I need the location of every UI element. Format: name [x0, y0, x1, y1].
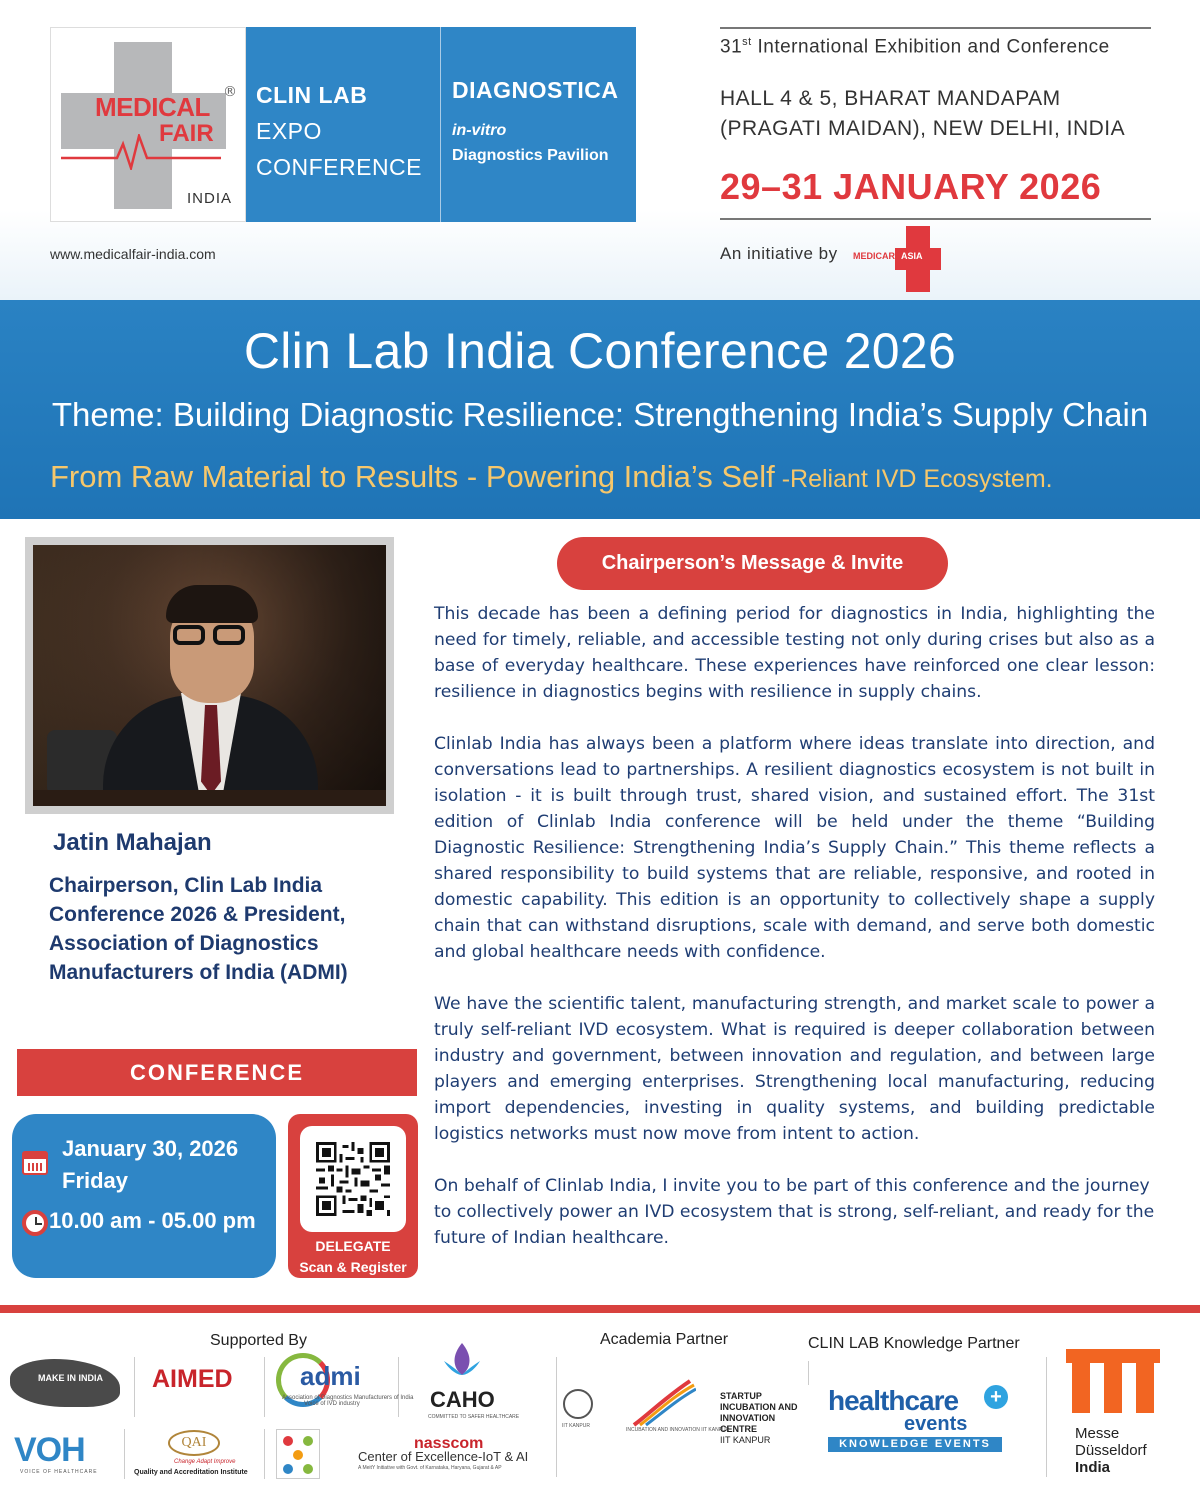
diagnostica-pavilion: Diagnostics Pavilion [452, 147, 609, 164]
asia-word: ASIA [901, 251, 923, 261]
calendar-icon [22, 1151, 48, 1175]
conference-tagline [50, 459, 1053, 495]
siic-swoosh-icon [630, 1379, 696, 1427]
conference-day: Friday [62, 1168, 129, 1193]
photo-glasses [173, 625, 251, 645]
edition-description: International Exhibition and Conference [757, 36, 1110, 58]
academia-partner-label: Academia Partner [600, 1331, 729, 1348]
delegate-register-qr[interactable] [288, 1114, 418, 1278]
siic-line: STARTUP [720, 1391, 762, 1401]
caho-logo: CAHO [430, 1387, 495, 1412]
iit-kanpur-seal-icon [563, 1389, 593, 1419]
tagline-main: From Raw Material to Results - Powering India’s Self [50, 459, 775, 494]
nasscom-subtitle: A MeitY Initiative with Govt. of Karnataka, Haryana, Gujarat & AP [358, 1465, 502, 1471]
siic-line: INNOVATION [720, 1413, 776, 1423]
speaker-role: Chairperson, Clin Lab India Conference 2026 & President, Association of Diagnostics Manufacturers of India (ADMI) [49, 874, 348, 984]
logo-divider [134, 1357, 135, 1417]
message-paragraph: We have the scientific talent, manufacturing strength, and market scale to power a truly self-reliant IVD ecosystem. What is required is deeper collaboration between industry and government, between innovation and regulation, and between large players and emerging enterprises. Strengthening local manufacturing, reducing import dependencies, investing in quality systems, and building predictable logistics networks must now move from intent to action. [434, 994, 1155, 1144]
supported-by-label: Supported By [210, 1332, 307, 1349]
clinlab-line3: CONFERENCE [256, 154, 423, 180]
siic-line: INCUBATION AND [720, 1402, 798, 1412]
knowledge-events-bar: KNOWLEDGE EVENTS [828, 1437, 1002, 1452]
nasscom-logo: nasscom [414, 1435, 484, 1452]
qai-logo: QAI [168, 1430, 220, 1456]
knowledge-partner-label: CLIN LAB Knowledge Partner [808, 1335, 1020, 1352]
qr-code-icon[interactable] [316, 1142, 390, 1216]
logo-divider [808, 1361, 809, 1385]
chairperson-message [434, 601, 1155, 1277]
logo-divider [124, 1429, 125, 1479]
caho-subtitle: COMMITTED TO SAFER HEALTHCARE [428, 1414, 520, 1420]
logo-divider [398, 1357, 399, 1417]
edition-number: 31 [720, 36, 743, 58]
voh-subtitle: VOICE OF HEALTHCARE [20, 1469, 98, 1475]
header-rule-top [720, 27, 1151, 29]
make-in-india-lion-icon [10, 1359, 120, 1407]
header-rule-bottom [720, 218, 1151, 220]
website-link[interactable]: www.medicalfair-india.com [50, 246, 216, 262]
healthcare-events-subword: events [904, 1413, 968, 1435]
photo-hair [166, 585, 258, 623]
diagnostica-invitro: in-vitro [452, 122, 507, 139]
messe-word: Messe [1075, 1425, 1120, 1442]
qr-caption [288, 1236, 418, 1278]
speaker-photo-image [33, 545, 386, 806]
clinlab-line1: CLIN LAB [256, 82, 368, 108]
nasscom-coe-text: Center of Excellence-IoT & AI [358, 1449, 529, 1464]
medicare-word: MEDICARE [853, 251, 902, 261]
messe-duesseldorf-india-logo [1075, 1425, 1147, 1476]
diagnostica-title [452, 77, 619, 168]
speaker-photo [25, 537, 394, 814]
message-paragraph: Clinlab India has always been a platform where ideas translate into direction, and conversations lead to partnerships. A resilient diagnostics ecosystem is not built in isolation - it is built through trust, shared vision, and sustained effort. The 31st edition of Clinlab India conference will be held under the theme “Building Diagnostic Resilience: Strengthening India’s Supply Chain.” This theme reflects a shared responsibility to build systems that are reliable, responsive, and rooted in domestic capability. This edition is an opportunity to collectively shape a supply chain that can withstand disruptions, scale with demand, and serve both domestic and global healthcare needs with confidence. [434, 734, 1155, 962]
aimed-logo: AIMED [152, 1365, 233, 1393]
clinlab-line2: EXPO [256, 118, 322, 144]
conference-theme: Theme: Building Diagnostic Resilience: Strengthening India’s Supply Chain [51, 396, 1149, 433]
clock-icon [22, 1210, 48, 1236]
message-heading: Chairperson’s Message & Invite [557, 537, 948, 590]
qr-scan-label: Scan & Register [299, 1259, 407, 1275]
messe-duesseldorf-m-icon [1066, 1349, 1160, 1413]
logo-divider [264, 1429, 265, 1479]
voh-logo: VOH [14, 1431, 85, 1469]
panel-divider [440, 27, 441, 222]
admi-subtitle [282, 1395, 413, 1407]
logo-divider [264, 1357, 265, 1417]
message-paragraph: This decade has been a defining period for diagnostics in India, highlighting the need for timely, reliable, and accessible testing not only during crises but also as a base of everyday healthcare. These experiences have reinforced one clear lesson: resilience in diagnostics begins with resilience in supply chains. [434, 604, 1155, 702]
conference-banner [0, 300, 1200, 519]
medicare-asia-text [853, 251, 923, 261]
medical-fair-india-logo [50, 27, 246, 222]
admi-subtitle-line2: Voice of IVD industry [304, 1401, 360, 1407]
message-paragraph: On behalf of Clinlab India, I invite you to be part of this conference and the journey to collectively power an IVD ecosystem that is strong, self-reliant, and ready for the future of Indian healthcare. [434, 1176, 1155, 1248]
admi-subtitle-line1: Association of Diagnostics Manufacturers of India [282, 1395, 414, 1401]
iit-kanpur-label: IIT KANPUR [562, 1423, 590, 1429]
event-header [0, 0, 1200, 300]
logo-fair-text: FAIR [159, 120, 214, 147]
siic-subtitle: INCUBATION AND INNOVATION IIT KANPUR [626, 1427, 730, 1433]
logo-medical-text: MEDICAL [95, 92, 210, 122]
make-in-india-logo: MAKE IN INDIA [38, 1373, 103, 1383]
partners-footer [0, 1313, 1200, 1500]
tagline-small: -Reliant IVD Ecosystem. [774, 465, 1053, 493]
admi-logo: admi [300, 1361, 361, 1391]
ecg-line-icon [61, 134, 221, 170]
qr-code-frame [300, 1126, 406, 1232]
india-word: India [1075, 1459, 1111, 1476]
logo-divider [556, 1357, 557, 1477]
medicare-asia-logo [853, 226, 948, 292]
venue-text [720, 84, 1125, 144]
speaker-name: Jatin Mahajan [53, 829, 212, 856]
siic-line: IIT KANPUR [720, 1435, 771, 1445]
logo-divider [1046, 1357, 1047, 1477]
logo-registered-mark: ® [223, 84, 237, 100]
venue-line2: (PRAGATI MAIDAN), NEW DELHI, INDIA [720, 117, 1126, 140]
qr-delegate-label: DELEGATE [315, 1238, 391, 1254]
qai-name: Quality and Accreditation Institute [134, 1469, 248, 1476]
duesseldorf-word: Düsseldorf [1075, 1442, 1147, 1459]
initiative-text: An initiative by [720, 244, 838, 263]
ahpi-logo-icon [276, 1429, 320, 1479]
footer-rule [0, 1305, 1200, 1313]
siic-logo-text [720, 1391, 798, 1446]
edition-suffix: st [742, 36, 752, 48]
event-dates: 29–31 JANUARY 2026 [720, 166, 1102, 207]
caho-drop-icon [440, 1341, 484, 1379]
venue-line1: HALL 4 & 5, BHARAT MANDAPAM [720, 87, 1061, 110]
photo-desk [33, 790, 386, 806]
conference-title: Clin Lab India Conference 2026 [243, 323, 957, 379]
clinlab-expo-title [256, 77, 422, 185]
conference-label: CONFERENCE [17, 1049, 417, 1096]
conference-schedule [12, 1114, 276, 1278]
conference-time: 10.00 am - 05.00 pm [49, 1208, 256, 1233]
qai-tagline: Change Adapt Improve [174, 1459, 236, 1465]
logo-india-text: INDIA [187, 190, 233, 207]
healthcare-events-logo: healthcare [828, 1385, 959, 1416]
diagnostica-heading: DIAGNOSTICA [452, 77, 619, 103]
clinlab-diagnostica-panel [246, 27, 636, 222]
conference-date: January 30, 2026 [62, 1136, 239, 1161]
plus-icon: + [984, 1385, 1008, 1409]
edition-text [720, 36, 1110, 58]
siic-line: CENTRE [720, 1424, 758, 1434]
